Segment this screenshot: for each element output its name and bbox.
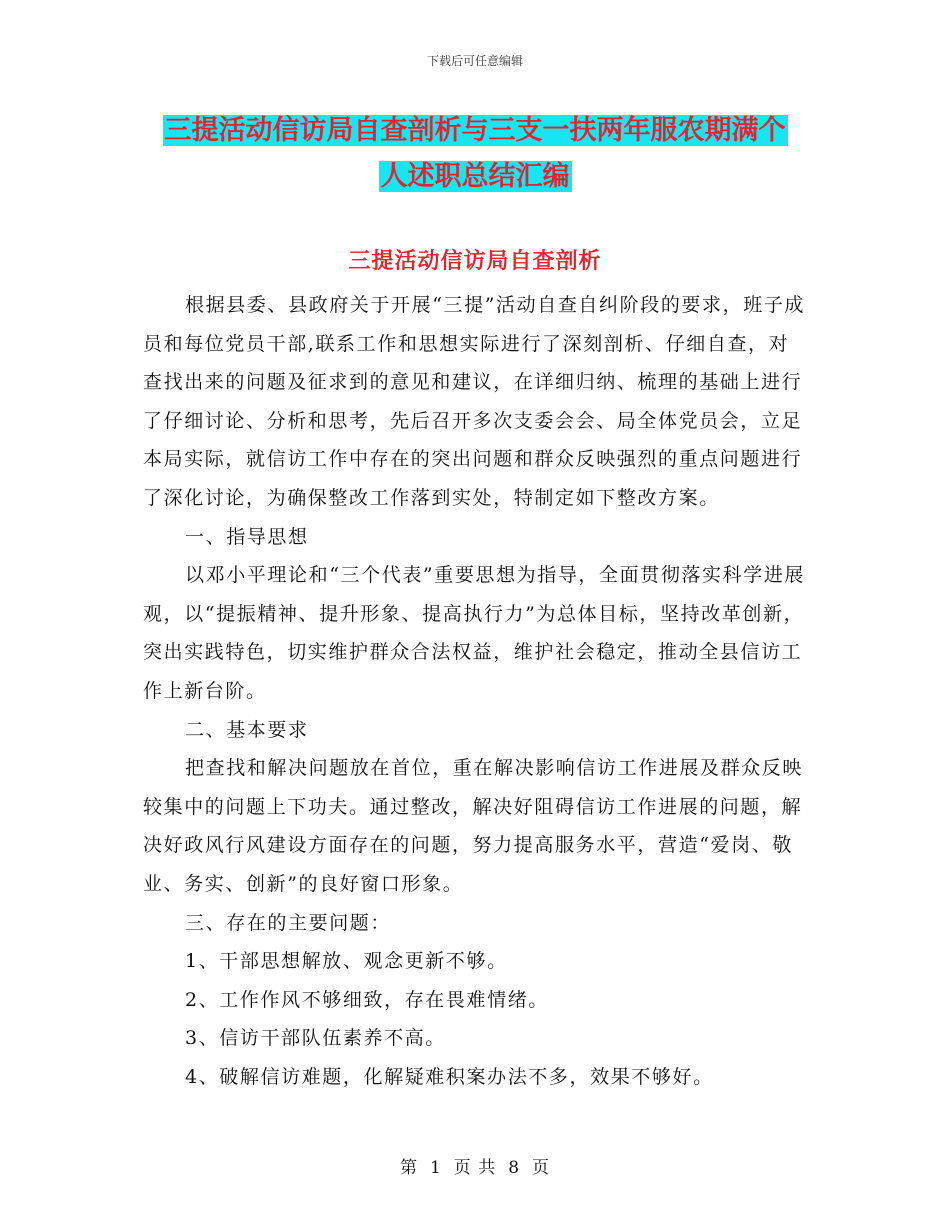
document-title [140,108,810,200]
footer-prefix: 第 [399,1158,418,1178]
document-title-line1: 三提活动信访局自查剖析与三支一扶两年服农期满个 [164,115,786,146]
section-heading: 三提活动信访局自查剖析 [348,249,602,274]
footer-page-number: 1 [429,1158,442,1178]
heading-guiding-ideology: 一、指导思想 [185,525,309,548]
page-footer [0,1153,950,1178]
heading-main-problems: 三、存在的主要问题： [185,911,392,934]
document-body [143,286,808,1096]
paragraph-intro: 根据县委、县政府关于开展“三提”活动自查自纠阶段的要求，班子成员和每位党员干部,联系工作和思想实际进行了深刻剖析、仔细自查，对查找出来的问题及征求到的意见和建议，在详细归纳、梳理的基础上进行了仔细讨论、分析和思考，先后召开多次支委会会、局全体党员会，立足本局实际，就信访工作中存在的突出问题和群众反映强烈的重点问题进行了深化讨论，为确保整改工作落到实处，特制定如下整改方案。 [143,294,806,509]
heading-basic-requirements: 二、基本要求 [185,718,309,741]
header-note: 下载后可任意编辑 [426,54,523,68]
list-item: 2、工作作风不够细致，存在畏难情绪。 [185,988,549,1011]
list-item: 4、破解信访难题，化解疑难积案办法不多，效果不够好。 [185,1065,714,1088]
paragraph-basic-requirements: 把查找和解决问题放在首位，重在解决影响信访工作进展及群众反映较集中的问题上下功夫。通过整改，解决好阻碍信访工作进展的问题，解决好政风行风建设方面存在的问题，努力提高服务水平，营造“爱岗、敬业、务实、创新”的良好窗口形象。 [143,757,804,895]
list-item: 1、干部思想解放、观念更新不够。 [185,950,508,973]
document-title-line2: 人述职总结汇编 [380,161,570,192]
list-item: 3、信访干部队伍素养不高。 [185,1027,446,1050]
paragraph-guiding-ideology: 以邓小平理论和“三个代表”重要思想为指导，全面贯彻落实科学进展观，以“提振精神、提升形象、提高执行力”为总体目标，坚持改革创新，突出实践特色，切实维护群众合法权益，维护社会稳定，推动全县信访工作上新台阶。 [143,564,806,702]
footer-total-pages: 8 [508,1158,521,1178]
footer-suffix: 页 [532,1158,551,1178]
footer-middle: 页 共 [453,1158,497,1178]
